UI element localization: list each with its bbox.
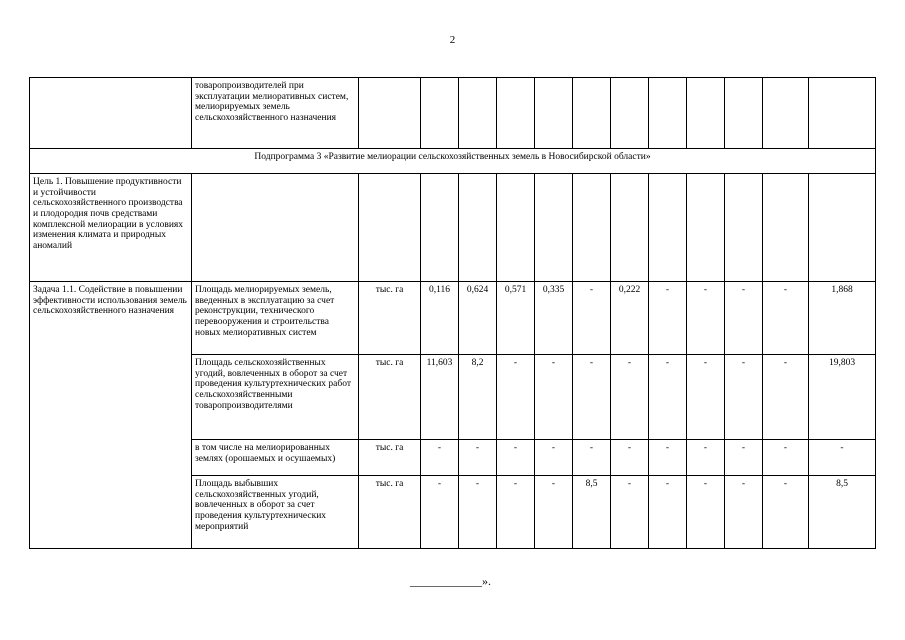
value-cell: 0,116 (421, 282, 459, 355)
value-cell: - (421, 476, 459, 549)
value-cell: - (573, 440, 611, 476)
subprogram-row (30, 149, 876, 174)
goal-row (30, 174, 876, 282)
value-cell: - (763, 440, 809, 476)
total-cell: 19,803 (809, 355, 876, 440)
value-cell: 0,624 (459, 282, 497, 355)
value-cell: 0,222 (611, 282, 649, 355)
unit-cell: тыс. га (359, 355, 421, 440)
value-cell: - (649, 476, 687, 549)
value-cell: - (725, 440, 763, 476)
value-cell: - (649, 355, 687, 440)
value-cell: - (459, 476, 497, 549)
value-cell: 8,5 (573, 476, 611, 549)
value-cell: 11,603 (421, 355, 459, 440)
closing-line: ____________». (410, 574, 491, 588)
table-row-continuation (30, 78, 876, 149)
value-cell: - (649, 440, 687, 476)
empty-cell (30, 78, 192, 149)
value-cell: - (497, 476, 535, 549)
indicator-cell: Площадь сельскохозяйственных угодий, вовлеченных в оборот за счет проведения культуртехнических работ сельскохозяйственными товаропроизводителями (192, 355, 359, 440)
total-cell: 1,868 (809, 282, 876, 355)
value-cell: - (687, 440, 725, 476)
indicator-cell: в том числе на мелиорированных землях (орошаемых и осушаемых) (192, 440, 359, 476)
value-cell: - (687, 355, 725, 440)
value-cell: - (497, 440, 535, 476)
total-cell: 8,5 (809, 476, 876, 549)
value-cell: 0,571 (497, 282, 535, 355)
task-cell: Задача 1.1. Содействие в повышении эффективности использования земель сельскохозяйственного назначения (30, 282, 192, 549)
value-cell: - (421, 440, 459, 476)
value-cell: - (725, 355, 763, 440)
unit-cell: тыс. га (359, 440, 421, 476)
value-cell: - (535, 476, 573, 549)
value-cell: - (649, 282, 687, 355)
value-cell: - (611, 355, 649, 440)
total-cell: - (809, 440, 876, 476)
indicator-cell: Площадь мелиорируемых земель, введенных в эксплуатацию за счет реконструкции, технического перевооружения и строительства новых мелиоративных систем (192, 282, 359, 355)
value-cell: 8,2 (459, 355, 497, 440)
value-cell: - (611, 440, 649, 476)
indicator-cell: товаропроизводителей при эксплуатации мелиоративных систем, мелиорируемых земель сельскохозяйственного назначения (192, 78, 359, 149)
value-cell: - (497, 355, 535, 440)
value-cell: 0,335 (535, 282, 573, 355)
table-row (30, 282, 876, 355)
value-cell: - (687, 282, 725, 355)
indicators-table (29, 77, 876, 549)
value-cell: - (573, 355, 611, 440)
page-number: 2 (449, 34, 456, 46)
value-cell: - (573, 282, 611, 355)
value-cell: - (763, 282, 809, 355)
value-cell: - (725, 476, 763, 549)
value-cell: - (459, 440, 497, 476)
indicator-cell: Площадь выбывших сельскохозяйственных угодий, вовлеченных в оборот за счет проведения культуртехнических мероприятий (192, 476, 359, 549)
value-cell: - (763, 476, 809, 549)
value-cell: - (687, 476, 725, 549)
value-cell: - (535, 355, 573, 440)
subprogram-title: Подпрограмма 3 «Развитие мелиорации сельскохозяйственных земель в Новосибирской области» (30, 149, 876, 174)
goal-cell: Цель 1. Повышение продуктивности и устойчивости сельскохозяйственного производства и плодородия почв средствами комплексной мелиорации в условиях изменения климата и природных аномалий (30, 174, 192, 282)
value-cell: - (763, 355, 809, 440)
unit-cell: тыс. га (359, 282, 421, 355)
value-cell: - (725, 282, 763, 355)
value-cell: - (611, 476, 649, 549)
unit-cell: тыс. га (359, 476, 421, 549)
value-cell: - (535, 440, 573, 476)
